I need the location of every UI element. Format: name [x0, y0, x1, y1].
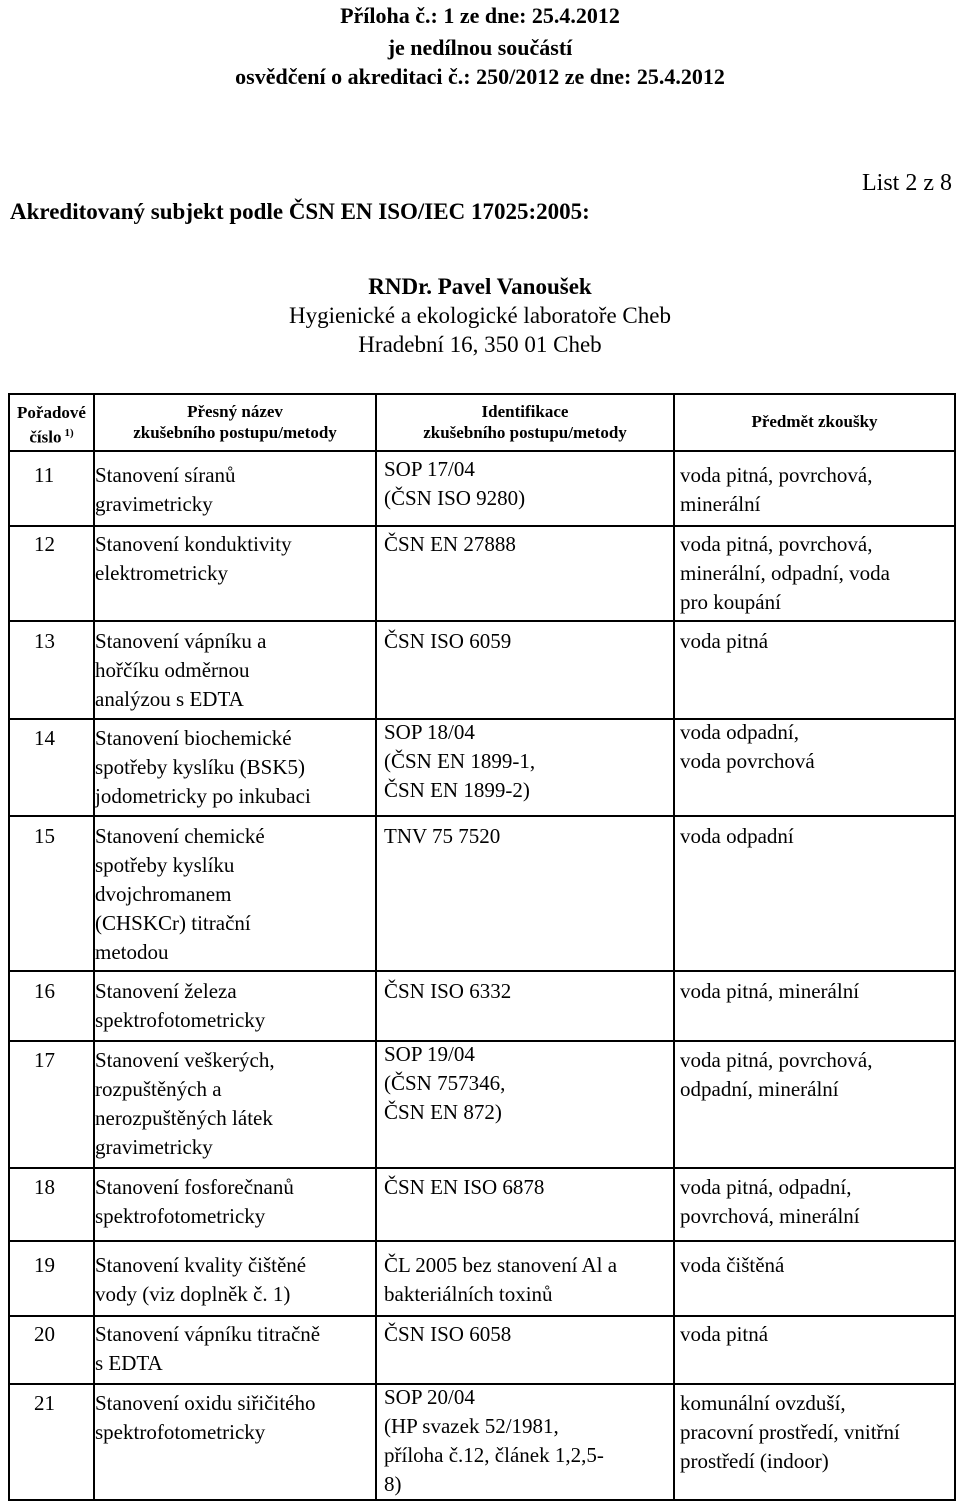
test-subject: voda pitná, minerální	[680, 979, 860, 1003]
procedure-identification: ČSN ISO 6332	[384, 979, 512, 1003]
procedure-name: Stanovení veškerých, rozpuštěných a nerozpuštěných látek gravimetricky	[95, 1048, 275, 1159]
lab-owner-name: RNDr. Pavel Vanoušek	[368, 274, 592, 299]
procedure-identification: ČSN ISO 6059	[384, 629, 512, 653]
procedure-name: Stanovení vápníku a hořčíku odměrnou analýzou s EDTA	[95, 629, 267, 711]
row-number: 12	[34, 532, 55, 556]
procedure-name: Stanovení oxidu siřičitého spektrofotometricky	[95, 1391, 316, 1444]
row-number: 20	[34, 1322, 55, 1346]
footnote-marker: 1)	[64, 427, 74, 439]
procedure-identification: ČSN EN ISO 6878	[384, 1175, 545, 1199]
row-divider	[8, 1167, 956, 1169]
row-number: 14	[34, 726, 55, 750]
procedure-identification: ČSN EN 27888	[384, 532, 516, 556]
test-subject: voda pitná	[680, 629, 769, 653]
row-number: 18	[34, 1175, 55, 1199]
procedure-identification: TNV 75 7520	[384, 824, 501, 848]
test-subject: voda pitná, povrchová, minerální	[680, 463, 873, 516]
column-divider	[673, 393, 675, 1501]
column-header-procedure-name: Přesný název zkušebního postupu/metody	[133, 402, 337, 442]
row-divider	[8, 815, 956, 817]
annex-integral-part: je nedílnou součástí	[387, 35, 573, 60]
row-number: 16	[34, 979, 55, 1003]
row-divider	[8, 525, 956, 527]
test-subject: voda pitná, povrchová, odpadní, minerální	[680, 1048, 873, 1101]
test-subject: voda odpadní, voda povrchová	[680, 720, 815, 773]
column-divider	[375, 393, 377, 1501]
row-number: 11	[34, 463, 55, 487]
procedure-identification: SOP 19/04 (ČSN 757346, ČSN EN 872)	[384, 1042, 506, 1124]
row-divider	[8, 1315, 956, 1317]
column-header-number	[10, 402, 93, 448]
procedure-name: Stanovení kvality čištěné vody (viz doplněk č. 1)	[95, 1253, 307, 1306]
procedure-name: Stanovení vápníku titračně s EDTA	[95, 1322, 321, 1375]
row-number: 19	[34, 1253, 55, 1277]
column-header-test-subject: Předmět zkoušky	[751, 412, 878, 431]
procedure-name: Stanovení fosforečnanů spektrofotometricky	[95, 1175, 294, 1228]
page-number: List 2 z 8	[862, 170, 952, 196]
row-number: 21	[34, 1391, 55, 1415]
procedure-name: Stanovení síranů gravimetricky	[95, 463, 236, 516]
procedure-identification: ČSN ISO 6058	[384, 1322, 512, 1346]
test-subject: voda pitná, povrchová, minerální, odpadní, voda pro koupání	[680, 532, 890, 614]
row-number: 15	[34, 824, 55, 848]
procedure-name: Stanovení chemické spotřeby kyslíku dvojchromanem (CHSKCr) titrační metodou	[95, 824, 265, 964]
annex-title: Příloha č.: 1 ze dne: 25.4.2012	[340, 3, 620, 28]
accreditation-certificate-ref: osvědčení o akreditaci č.: 250/2012 ze dne: 25.4.2012	[235, 64, 725, 89]
procedure-identification: SOP 20/04 (HP svazek 52/1981, příloha č.12, článek 1,2,5- 8)	[384, 1385, 604, 1496]
row-number: 17	[34, 1048, 55, 1072]
lab-organization: Hygienické a ekologické laboratoře Cheb	[289, 303, 671, 328]
procedure-identification: ČL 2005 bez stanovení Al a bakteriálních toxinů	[384, 1253, 618, 1306]
row-divider	[8, 1240, 956, 1242]
column-header-procedure-id: Identifikace zkušebního postupu/metody	[423, 402, 627, 442]
procedure-identification: SOP 17/04 (ČSN ISO 9280)	[384, 457, 526, 510]
test-subject: komunální ovzduší, pracovní prostředí, vnitřní prostředí (indoor)	[680, 1391, 900, 1473]
procedure-name: Stanovení biochemické spotřeby kyslíku (BSK5) jodometricky po inkubaci	[95, 726, 311, 808]
row-divider	[8, 620, 956, 622]
lab-address: Hradební 16, 350 01 Cheb	[358, 332, 602, 357]
row-divider	[8, 970, 956, 972]
test-subject: voda odpadní	[680, 824, 794, 848]
test-subject: voda čištěná	[680, 1253, 785, 1277]
procedure-name: Stanovení konduktivity elektrometricky	[95, 532, 292, 585]
column-header-number-label: Pořadové číslo	[17, 403, 86, 447]
row-divider	[8, 450, 956, 452]
test-subject: voda pitná, odpadní, povrchová, minerální	[680, 1175, 860, 1228]
procedure-identification: SOP 18/04 (ČSN EN 1899-1, ČSN EN 1899-2)	[384, 720, 536, 802]
procedure-name: Stanovení železa spektrofotometricky	[95, 979, 266, 1032]
accredited-subject-label: Akreditovaný subjekt podle ČSN EN ISO/IEC 17025:2005:	[10, 199, 590, 224]
test-subject: voda pitná	[680, 1322, 769, 1346]
row-number: 13	[34, 629, 55, 653]
